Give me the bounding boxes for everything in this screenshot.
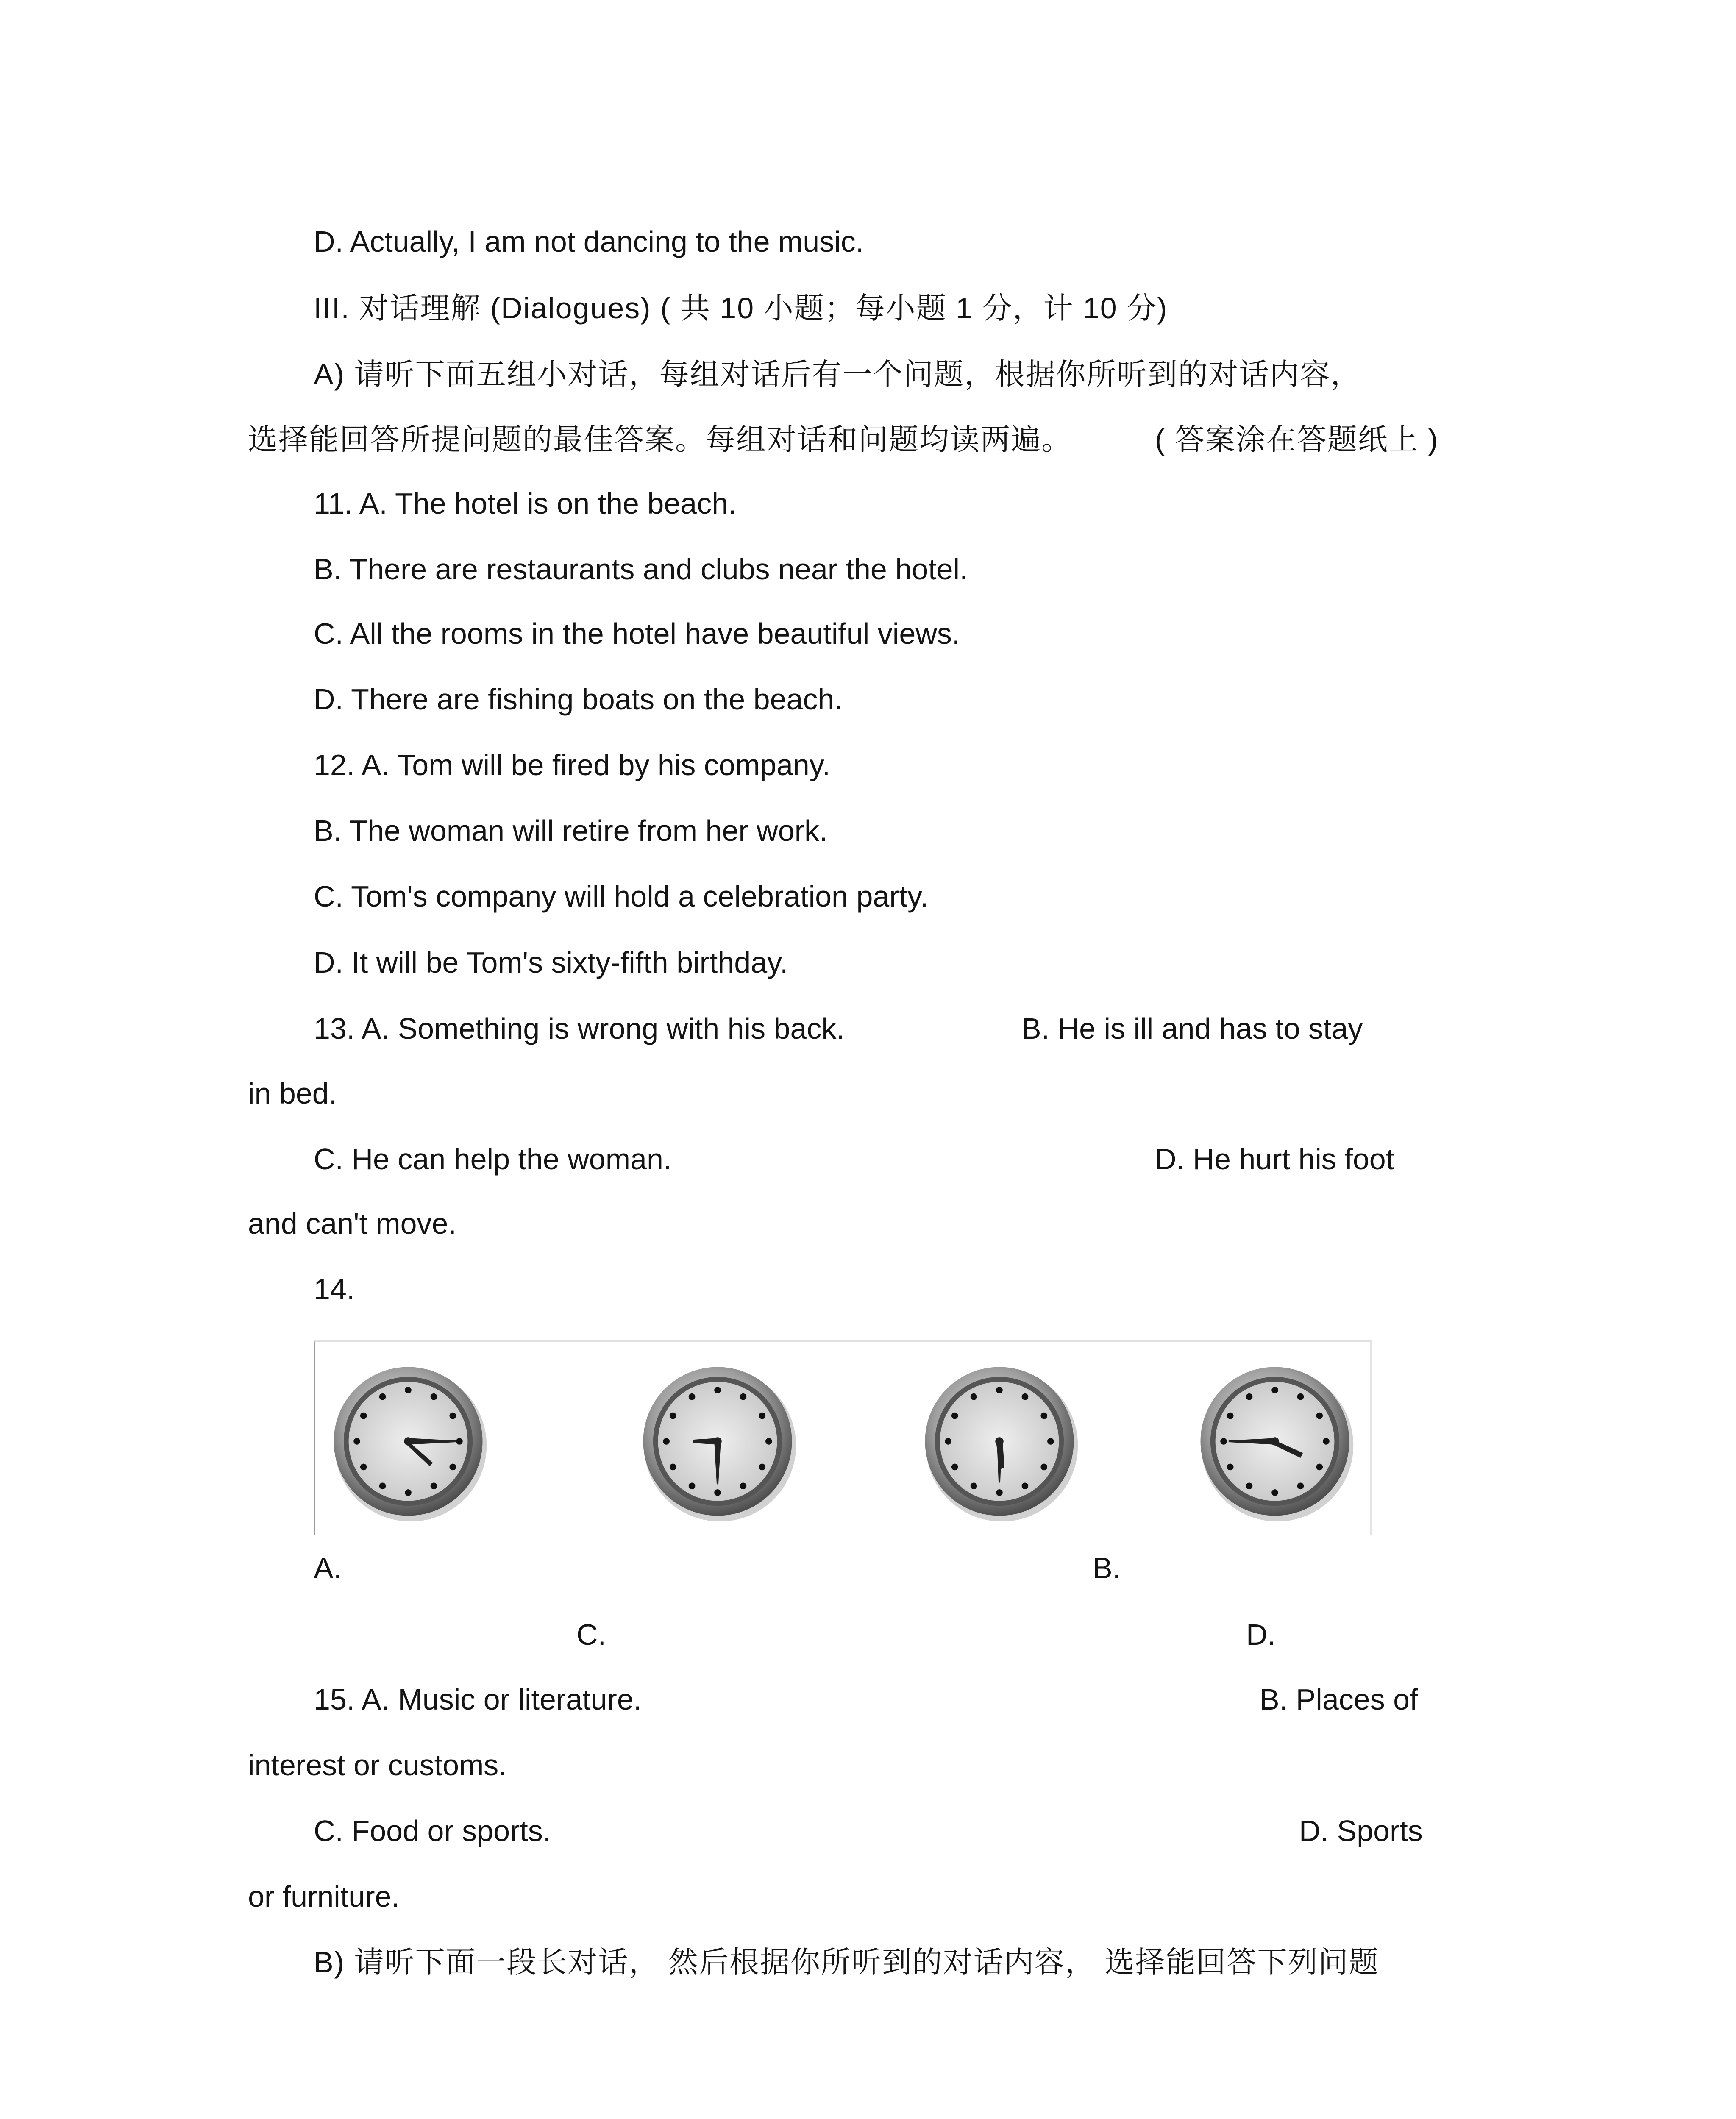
q12-option-a: 12. A. Tom will be fired by his company.	[314, 748, 831, 781]
section-a-instructions: A) 请听下面五组小对话，每组对话后有一个问题，根据你所听到的对话内容，	[314, 358, 1361, 391]
q13-option-d-cont: and can't move.	[248, 1207, 456, 1240]
q13-option-b-cont: in bed.	[248, 1077, 337, 1110]
q15-option-b: B. Places of	[1260, 1683, 1418, 1716]
q15-option-d: D. Sports	[1299, 1814, 1423, 1847]
q12-option-d: D. It will be Tom's sixty-fifth birthday.	[314, 946, 788, 979]
section-a-instructions-cont: 选择能回答所提问题的最佳答案。每组对话和问题均读两遍。	[248, 423, 1072, 456]
section-iii-heading: III. 对话理解 (Dialogues) ( 共 10 小题；每小题 1 分，计 10 分)	[314, 292, 1168, 325]
q13-option-a: 13. A. Something is wrong with his back.	[314, 1012, 845, 1045]
q15-option-b-cont: interest or customs.	[248, 1749, 507, 1782]
q13-option-c: C. He can help the woman.	[314, 1143, 672, 1176]
line-d-actually: D. Actually, I am not dancing to the music.	[314, 225, 864, 258]
section-b-instructions: B) 请听下面一段长对话， 然后根据你所听到的对话内容， 选择能回答下列问题	[314, 1946, 1380, 1979]
q12-option-c: C. Tom's company will hold a celebration party.	[314, 880, 929, 913]
q14-label-b: B.	[1093, 1552, 1121, 1585]
q12-option-b: B. The woman will retire from her work.	[314, 814, 828, 847]
q14-label-c: C.	[576, 1618, 606, 1651]
clock-d-icon	[1192, 1359, 1358, 1524]
q15-option-d-cont: or furniture.	[248, 1880, 400, 1913]
clock-c-icon	[917, 1359, 1082, 1524]
q11-option-d: D. There are fishing boats on the beach.	[314, 683, 843, 716]
q13-option-d: D. He hurt his foot	[1155, 1143, 1394, 1176]
q14-number: 14.	[314, 1273, 355, 1306]
clock-b-icon	[635, 1359, 800, 1524]
q11-option-c: C. All the rooms in the hotel have beautiful views.	[314, 617, 960, 650]
q15-option-c: C. Food or sports.	[314, 1814, 551, 1847]
clock-images-panel	[314, 1340, 1372, 1535]
q15-option-a: 15. A. Music or literature.	[314, 1683, 642, 1716]
q11-option-b: B. There are restaurants and clubs near the hotel.	[314, 553, 968, 586]
q13-option-b: B. He is ill and has to stay	[1021, 1012, 1363, 1045]
answer-sheet-note: ( 答案涂在答题纸上 )	[1155, 423, 1439, 456]
clock-a-icon	[326, 1359, 491, 1524]
q14-label-a: A.	[314, 1552, 342, 1585]
q11-option-a: 11. A. The hotel is on the beach.	[314, 487, 737, 520]
q14-label-d: D.	[1246, 1618, 1276, 1651]
